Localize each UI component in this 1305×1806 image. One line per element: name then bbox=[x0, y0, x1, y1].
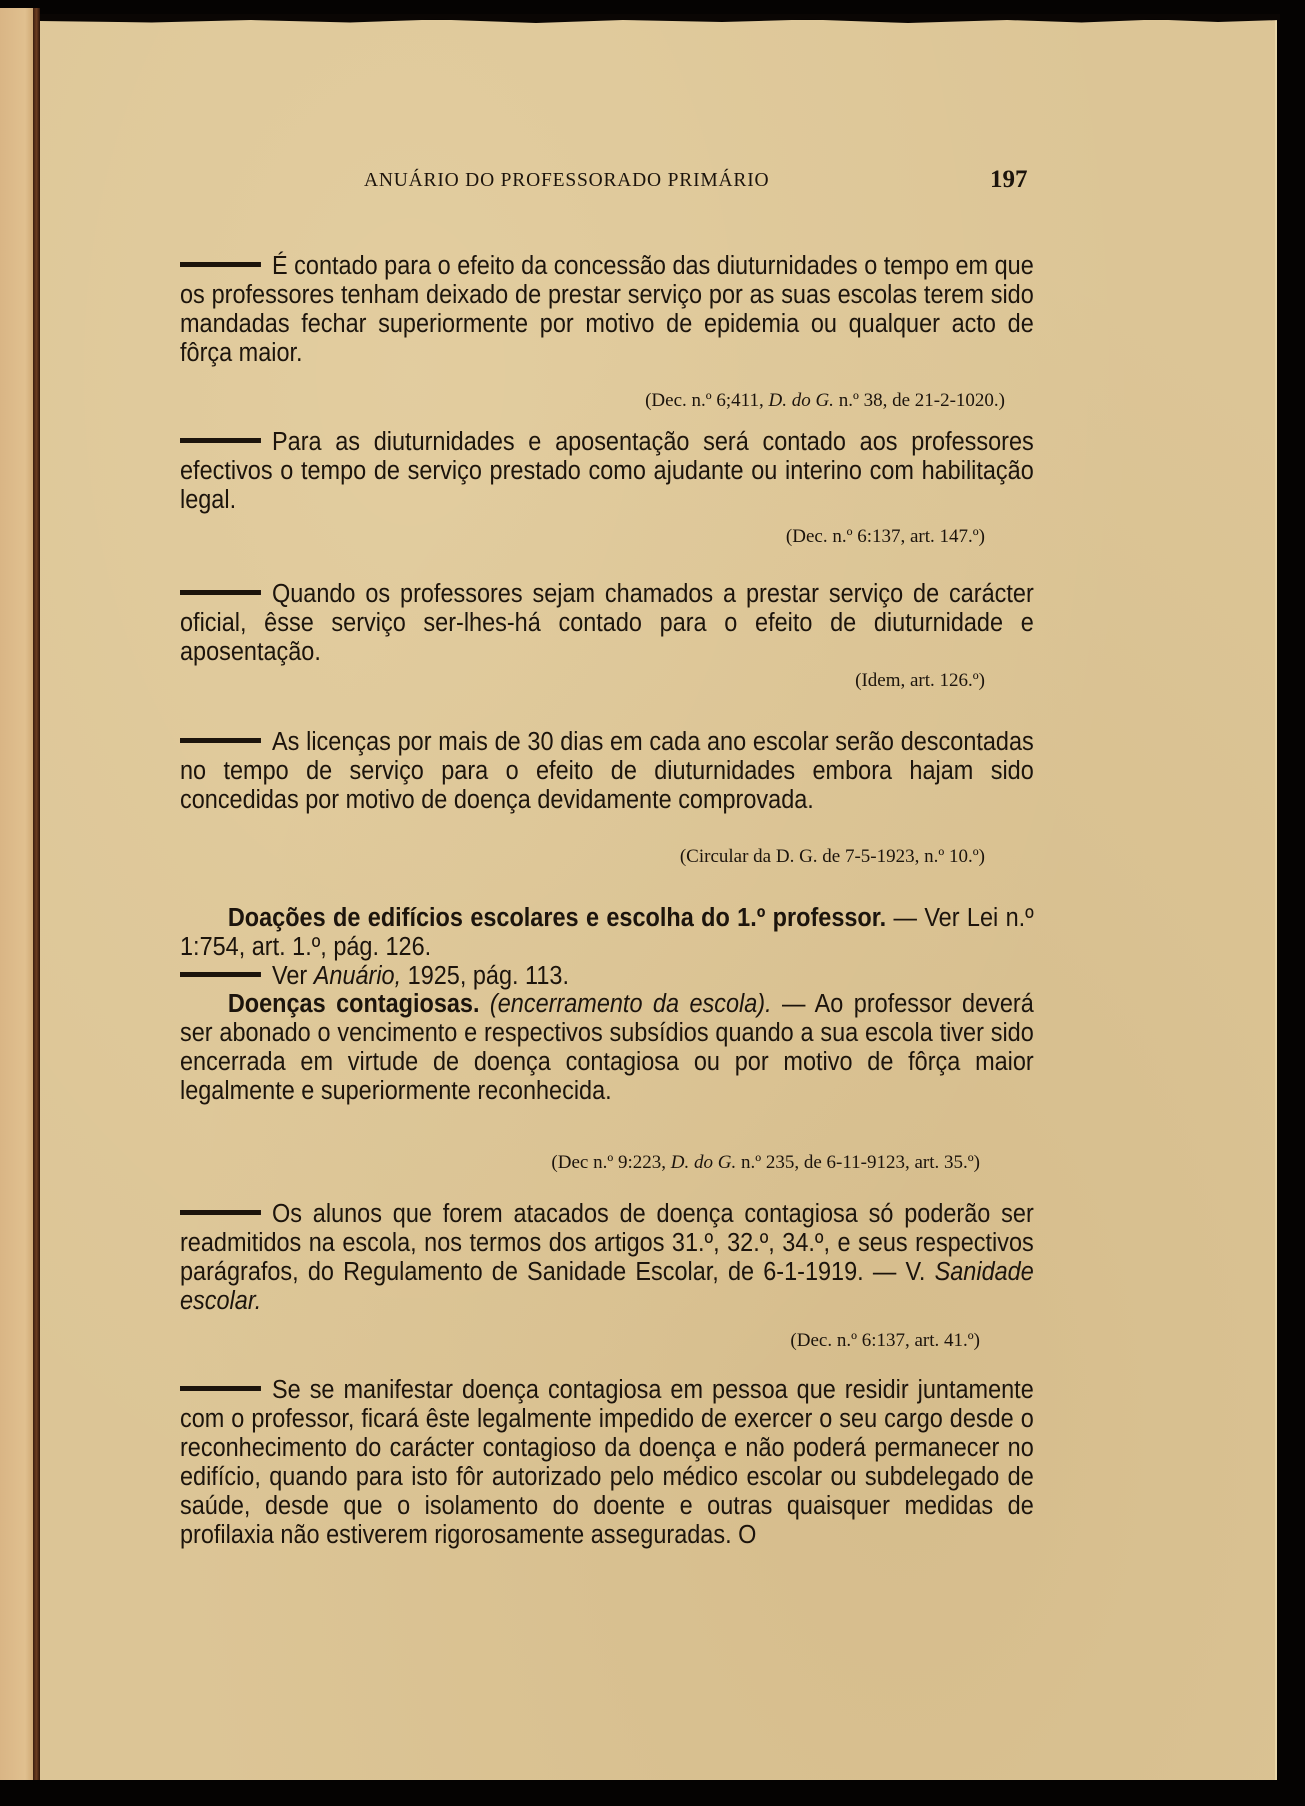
entry-doencas-contagiosas: Doenças contagiosas. (encerramento da escola). — Ao professor deverá ser abonado o vencimento e respectivos subsídios quando a sua escola tiver sido encerrada em virtude de doença contagiosa ou por motivo de fôrça maior legalmente e superiormente reconhecida. bbox=[180, 990, 1034, 1105]
citation: (Circular da D. G. de 7-5-1923, n.º 10.º) bbox=[679, 846, 985, 867]
entry-ver-anuario: Ver Anuário, 1925, pág. 113. bbox=[180, 962, 1034, 991]
paragraph-doenca-residente: Se se manifestar doença contagiosa em pessoa que residir juntamente com o professor, ficará êste legalmente impedido de exercer o seu cargo desde o reconhecimento do carácter contagioso da doença e não poderá permanecer no edifício, quando para isto fôr autorizado pelo médico escolar ou subdelegado de saúde, desde que o isolamento do doente e outras quaisquer medidas de profilaxia não estiverem rigorosamente asseguradas. O bbox=[180, 1376, 1034, 1549]
paragraph-alunos-readmitidos: Os alunos que forem atacados de doença contagiosa só poderão ser readmitidos na escola, nos termos dos artigos 31.º, 32.º, 34.º, e seus respectivos parágrafos, do Regulamento de Sanidade Escolar, de 6-1-1919. — V. Sanidade escolar. bbox=[180, 1200, 1034, 1315]
book-gutter bbox=[33, 8, 40, 1780]
paragraph-licencas: As licenças por mais de 30 dias em cada ano escolar serão descontadas no tempo de serviço para o efeito de diuturnidades embora hajam sido concedidas por motivo de doença devidamente comprovada. bbox=[180, 728, 1034, 814]
em-rule bbox=[180, 590, 261, 595]
facing-page-edge bbox=[0, 8, 36, 1780]
em-rule bbox=[180, 972, 261, 977]
paragraph-diuturnidades-epidemia: É contado para o efeito da concessão das diuturnidades o tempo em que os professores tenham deixado de prestar serviço por as suas escolas terem sido mandadas fechar superiormente por motivo de epidemia ou qualquer acto de fôrça maior. bbox=[180, 252, 1034, 367]
citation: (Dec. n.º 6;411, D. do G. n.º 38, de 21-2-1020.) bbox=[645, 390, 1005, 411]
citation: (Dec n.º 9:223, D. do G. n.º 235, de 6-11-9123, art. 35.º) bbox=[551, 1152, 980, 1173]
em-rule bbox=[180, 438, 261, 443]
em-rule bbox=[180, 1210, 261, 1215]
entry-heading: Doenças contagiosas. bbox=[227, 990, 480, 1018]
citation: (Dec. n.º 6:137, art. 147.º) bbox=[785, 526, 985, 547]
em-rule bbox=[180, 1386, 261, 1391]
em-rule bbox=[180, 262, 261, 267]
citation: (Dec. n.º 6:137, art. 41.º) bbox=[790, 1330, 980, 1351]
paragraph-aposentacao-ajudante: Para as diuturnidades e aposentação será contado aos professores efectivos o tempo de serviço prestado como ajudante ou interino com habilitação legal. bbox=[180, 428, 1034, 514]
paragraph-servico-oficial: Quando os professores sejam chamados a prestar serviço de carácter oficial, êsse serviço ser-lhes-há contado para o efeito de diuturnidade e aposentação. bbox=[180, 580, 1034, 666]
em-rule bbox=[180, 738, 261, 743]
entry-heading: Doações de edifícios escolares e escolha do 1.º professor. bbox=[227, 904, 887, 932]
citation: (Idem, art. 126.º) bbox=[855, 670, 985, 691]
running-title: ANUÁRIO DO PROFESSORADO PRIMÁRIO bbox=[364, 170, 770, 191]
page-number: 197 bbox=[990, 166, 1028, 193]
entry-doacoes-edificios: Doações de edifícios escolares e escolha do 1.º professor. — Ver Lei n.º 1:754, art. 1.º, pág. 126. bbox=[180, 904, 1034, 961]
